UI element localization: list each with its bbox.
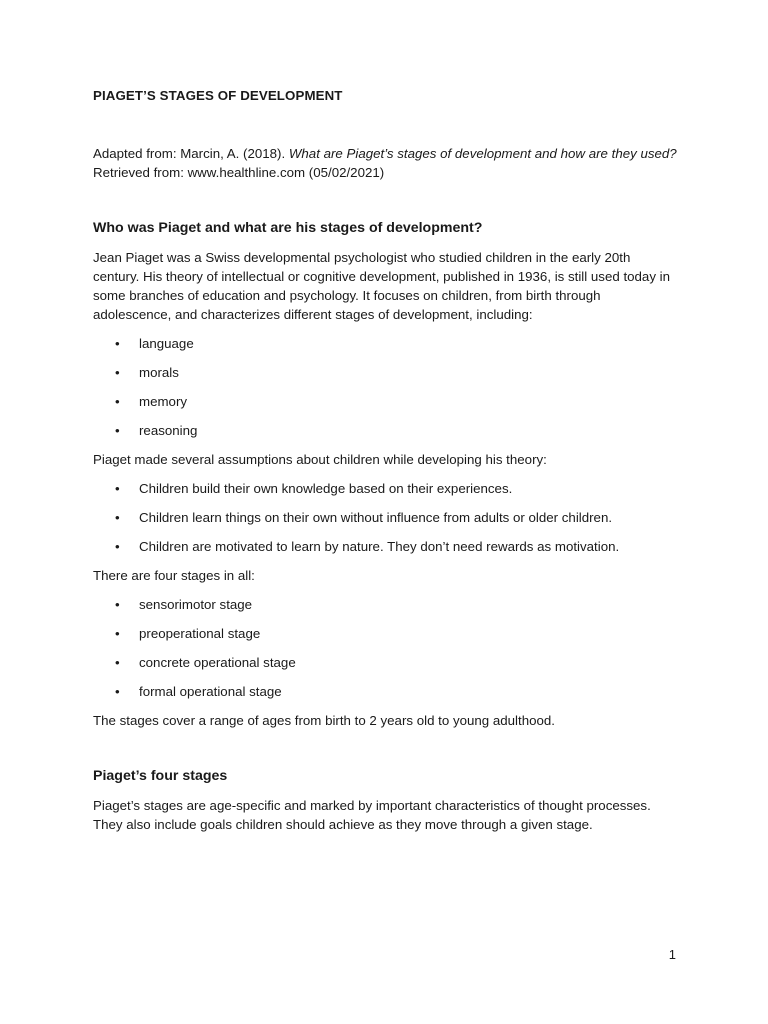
four-stages-paragraph: Piaget’s stages are age-specific and marked by important characteristics of thought processes. They also include goals children should achieve as they move through a given stage.	[93, 798, 651, 832]
list-item: • sensorimotor stage	[93, 595, 678, 614]
page-content	[93, 86, 678, 834]
intro-paragraph: Jean Piaget was a Swiss developmental psychologist who studied children in the early 20th century. His theory of intellectual or cognitive development, published in 1936, is still used today in some branches of education and psychology. It focuses on children, from birth through adolescence, and characterizes different stages of development, including:	[93, 250, 671, 322]
list-item: • Children learn things on their own without influence from adults or older children.	[93, 508, 678, 527]
list-item: • morals	[93, 363, 678, 382]
stages-outro: The stages cover a range of ages from birth to 2 years old to young adulthood.	[93, 713, 555, 728]
list-item: • reasoning	[93, 421, 678, 440]
document-title: PIAGET’S STAGES OF DEVELOPMENT	[93, 88, 343, 103]
section-heading-four-stages: Piaget’s four stages	[93, 768, 228, 784]
assumptions-intro: Piaget made several assumptions about children while developing his theory:	[93, 452, 547, 467]
citation-prefix: Adapted from: Marcin, A. (2018).	[93, 146, 289, 161]
list-item: • language	[93, 334, 678, 353]
citation	[93, 144, 678, 182]
stages-list	[93, 595, 678, 701]
list-item: • Children are motivated to learn by nature. They don’t need rewards as motivation.	[93, 537, 678, 556]
list-item: • preoperational stage	[93, 624, 678, 643]
development-areas-list	[93, 334, 678, 440]
list-item: • concrete operational stage	[93, 653, 678, 672]
stages-intro: There are four stages in all:	[93, 568, 255, 583]
citation-suffix: Retrieved from: www.healthline.com (05/02/2021)	[93, 165, 385, 180]
section-heading-who-was-piaget: Who was Piaget and what are his stages of development?	[93, 220, 483, 236]
page-number: 1	[668, 947, 676, 962]
list-item: • formal operational stage	[93, 682, 678, 701]
list-item: • Children build their own knowledge based on their experiences.	[93, 479, 678, 498]
citation-article-title: What are Piaget’s stages of development and how are they used?	[288, 146, 677, 161]
assumptions-list	[93, 479, 678, 556]
list-item: • memory	[93, 392, 678, 411]
